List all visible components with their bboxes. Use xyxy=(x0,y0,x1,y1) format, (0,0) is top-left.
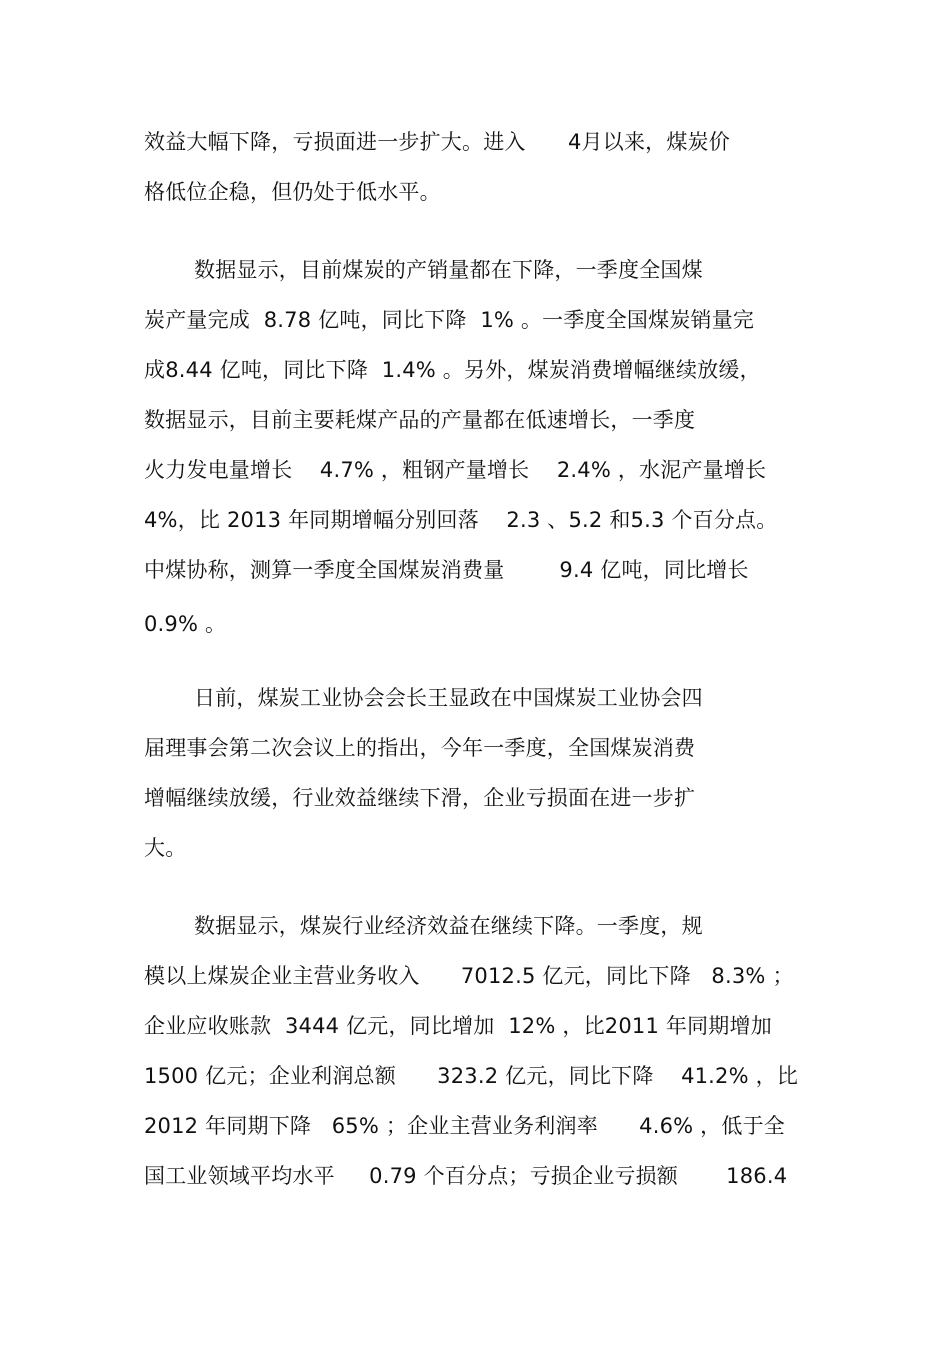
text-line: 4%，比 2013 年同期增幅分别回落 2.3 、5.2 和5.3 个百分点。 xyxy=(144,508,778,532)
text-line: 效益大幅下降，亏损面进一步扩大。进入 4月以来，煤炭价 xyxy=(144,130,730,154)
text-line: 大。 xyxy=(144,836,187,860)
text-line: 增幅继续放缓，行业效益继续下滑，企业亏损面在进一步扩 xyxy=(144,786,696,810)
text-line: 日前，煤炭工业协会会长王显政在中国煤炭工业协会四 xyxy=(194,686,703,710)
text-line: 数据显示，目前主要耗煤产品的产量都在低速增长，一季度 xyxy=(144,408,696,432)
text-line: 中煤协称，测算一季度全国煤炭消费量 9.4 亿吨，同比增长 xyxy=(144,558,749,582)
text-line: 成8.44 亿吨，同比下降 1.4% 。另外，煤炭消费增幅继续放缓， xyxy=(144,358,761,382)
text-line: 企业应收账款 3444 亿元，同比增加 12% ，比2011 年同期增加 xyxy=(144,1014,772,1038)
text-line: 火力发电量增长 4.7% ，粗钢产量增长 2.4% ，水泥产量增长 xyxy=(144,458,767,482)
text-line: 数据显示，煤炭行业经济效益在继续下降。一季度，规 xyxy=(194,914,703,938)
text-line: 1500 亿元；企业利润总额 323.2 亿元，同比下降 41.2% ，比 xyxy=(144,1064,799,1088)
text-line: 0.9% 。 xyxy=(144,612,227,636)
text-line: 格低位企稳，但仍处于低水平。 xyxy=(144,180,441,204)
text-line: 届理事会第二次会议上的指出，今年一季度，全国煤炭消费 xyxy=(144,736,696,760)
text-line: 模以上煤炭企业主营业务收入 7012.5 亿元，同比下降 8.3% ； xyxy=(144,964,794,988)
text-line: 2012 年同期下降 65% ；企业主营业务利润率 4.6% ，低于全 xyxy=(144,1114,785,1138)
text-line: 炭产量完成 8.78 亿吨，同比下降 1% 。一季度全国煤炭销量完 xyxy=(144,308,755,332)
text-line: 国工业领域平均水平 0.79 个百分点；亏损企业亏损额 186.4 xyxy=(144,1164,788,1188)
text-line: 数据显示，目前煤炭的产销量都在下降，一季度全国煤 xyxy=(194,258,703,282)
